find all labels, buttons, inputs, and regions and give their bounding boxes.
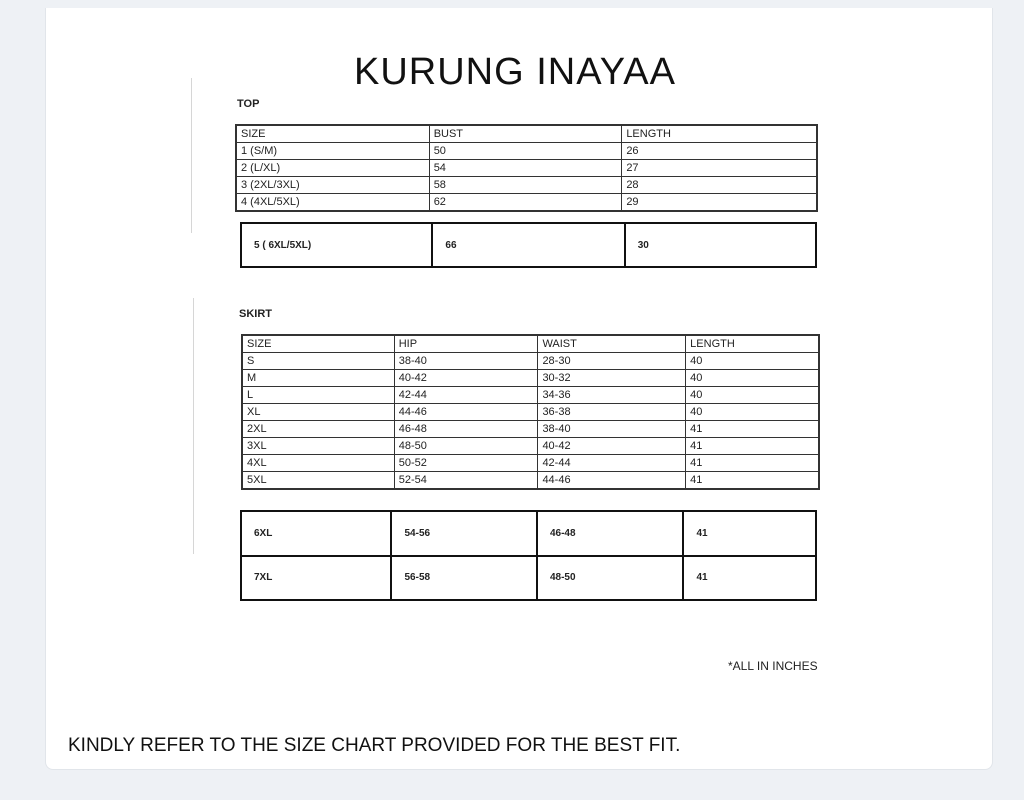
cell-size: 4XL: [243, 455, 395, 472]
cell-waist: 44-46: [538, 472, 686, 489]
header-length: LENGTH: [686, 336, 819, 353]
cell-size: 3 (2XL/3XL): [237, 177, 430, 194]
cell-length: 41: [686, 438, 819, 455]
cell-bust: 66: [432, 223, 624, 267]
skirt-extra-table: [240, 510, 817, 601]
cell-size: 2XL: [243, 421, 395, 438]
cell-size: XL: [243, 404, 395, 421]
cell-length: 41: [686, 421, 819, 438]
cell-length: 41: [686, 455, 819, 472]
cell-waist: 40-42: [538, 438, 686, 455]
cell-length: 26: [622, 143, 817, 160]
cell-size: 3XL: [243, 438, 395, 455]
top-extra-table: [240, 222, 817, 268]
cell-waist: 42-44: [538, 455, 686, 472]
cell-hip: 46-48: [394, 421, 538, 438]
margin-line: [191, 78, 192, 233]
cell-length: 40: [686, 404, 819, 421]
table-row: [241, 556, 816, 601]
cell-hip: 42-44: [394, 387, 538, 404]
header-size: SIZE: [237, 126, 430, 143]
table-header-row: [237, 126, 817, 143]
cell-hip: 54-56: [391, 511, 536, 556]
cell-bust: 50: [429, 143, 622, 160]
table-row: [243, 455, 819, 472]
brand-title: KURUNG INAYAA: [354, 51, 676, 93]
cell-waist: 36-38: [538, 404, 686, 421]
cell-length: 41: [683, 556, 816, 601]
cell-size: M: [243, 370, 395, 387]
header-waist: WAIST: [538, 336, 686, 353]
cell-waist: 46-48: [537, 511, 683, 556]
cell-length: 29: [622, 194, 817, 211]
cell-waist: 30-32: [538, 370, 686, 387]
cell-bust: 58: [429, 177, 622, 194]
cell-size: 6XL: [241, 511, 391, 556]
cell-hip: 44-46: [394, 404, 538, 421]
cell-size: 5 ( 6XL/5XL): [241, 223, 432, 267]
table-row: [243, 353, 819, 370]
cell-size: 2 (L/XL): [237, 160, 430, 177]
header-length: LENGTH: [622, 126, 817, 143]
cell-waist: 48-50: [537, 556, 683, 601]
cell-hip: 40-42: [394, 370, 538, 387]
table-row: [237, 143, 817, 160]
cell-hip: 56-58: [391, 556, 536, 601]
cell-size: S: [243, 353, 395, 370]
table-row: [241, 223, 816, 267]
cell-bust: 62: [429, 194, 622, 211]
table-row: [241, 511, 816, 556]
cell-hip: 52-54: [394, 472, 538, 489]
cell-hip: 48-50: [394, 438, 538, 455]
cell-size: L: [243, 387, 395, 404]
table-row: [243, 387, 819, 404]
cell-length: 40: [686, 353, 819, 370]
cell-size: 1 (S/M): [237, 143, 430, 160]
cell-size: 4 (4XL/5XL): [237, 194, 430, 211]
cell-hip: 50-52: [394, 455, 538, 472]
cell-length: 40: [686, 387, 819, 404]
top-size-table: [236, 125, 817, 211]
table-row: [243, 370, 819, 387]
skirt-size-table: [242, 335, 819, 489]
cell-length: 41: [686, 472, 819, 489]
table-row: [237, 160, 817, 177]
cell-length: 40: [686, 370, 819, 387]
table-row: [243, 438, 819, 455]
header-bust: BUST: [429, 126, 622, 143]
skirt-section-label: SKIRT: [239, 308, 272, 320]
table-row: [243, 404, 819, 421]
cell-length: 27: [622, 160, 817, 177]
cell-waist: 28-30: [538, 353, 686, 370]
table-row: [237, 194, 817, 211]
header-size: SIZE: [243, 336, 395, 353]
cell-bust: 54: [429, 160, 622, 177]
table-header-row: [243, 336, 819, 353]
top-section-label: TOP: [237, 98, 260, 110]
cell-size: 7XL: [241, 556, 391, 601]
margin-line: [193, 298, 194, 554]
header-hip: HIP: [394, 336, 538, 353]
cell-length: 28: [622, 177, 817, 194]
cell-waist: 34-36: [538, 387, 686, 404]
cell-waist: 38-40: [538, 421, 686, 438]
cell-length: 41: [683, 511, 816, 556]
table-row: [243, 472, 819, 489]
cell-hip: 38-40: [394, 353, 538, 370]
cell-length: 30: [625, 223, 816, 267]
table-row: [237, 177, 817, 194]
table-row: [243, 421, 819, 438]
units-note: *ALL IN INCHES: [728, 659, 818, 673]
fit-instruction-text: KINDLY REFER TO THE SIZE CHART PROVIDED FOR THE BEST FIT.: [68, 735, 681, 756]
cell-size: 5XL: [243, 472, 395, 489]
